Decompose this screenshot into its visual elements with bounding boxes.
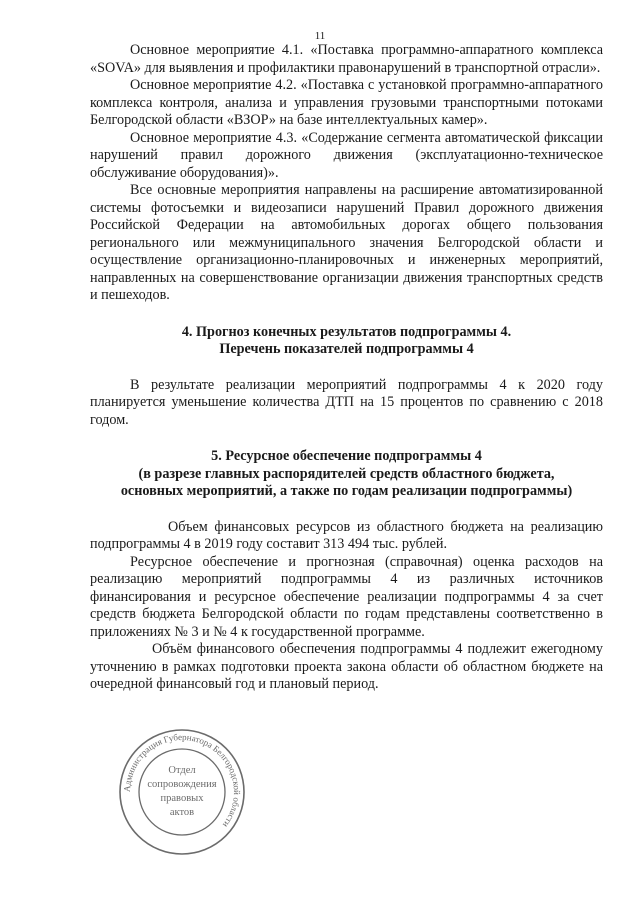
paragraph-activity-4-2: Основное мероприятие 4.2. «Поставка с установкой программно-аппаратного комплекса контроля, анализа и управления грузовыми транспортными потоками Белгородской области «ВЗОР» на базе интеллектуальных камер». bbox=[90, 77, 603, 128]
paragraph-forecast: В результате реализации мероприятий подпрограммы 4 к 2020 году планируется уменьшение количества ДТП на 15 процентов по сравнению с 2018 годом. bbox=[90, 376, 603, 428]
page-number: 11 bbox=[314, 30, 326, 42]
stamp-ring-text: Администрация Губернатора Белгородской области bbox=[121, 731, 243, 830]
paragraph-all-activities: Все основные мероприятия направлены на расширение автоматизированной системы фотосъемки и видеозаписи нарушений Правил дорожного движения Российской Федерации на автомобильных дорогах общего пользования регионального или межмуниципального значения Белгородской области и осуществление организационно-планировочных и инженерных мероприятий, направленных на совершенствование организации движения транспортных средств и пешеходов. bbox=[90, 182, 603, 303]
official-stamp bbox=[117, 727, 247, 857]
section-4-heading-line-2: Перечень показателей подпрограммы 4 bbox=[219, 341, 474, 357]
section-5-heading-line-3: основных мероприятий, а также по годам реализации подпрограммы) bbox=[120, 483, 573, 499]
document-body bbox=[90, 42, 603, 694]
paragraph-resource-provision: Ресурсное обеспечение и прогнозная (справочная) оценка расходов на реализацию мероприятий подпрограммы 4 из различных источников финансирования и ресурсное обеспечение реализации подпрограммы 4 за счет средств бюджета Белгородской области по годам представлены соответственно в приложениях № 3 и № 4 к государственной программе. bbox=[90, 553, 603, 640]
section-4-heading-line-1: 4. Прогноз конечных результатов подпрограммы 4. bbox=[181, 323, 512, 340]
stamp-inner-ring bbox=[139, 749, 225, 835]
paragraph-activity-4-3: Основное мероприятие 4.3. «Содержание сегмента автоматической фиксации нарушений правил дорожного движения (эксплуатационно-техническое обслуживание оборудования)». bbox=[90, 129, 603, 181]
paragraph-activity-4-1: Основное мероприятие 4.1. «Поставка программно-аппаратного комплекса «SOVA» для выявления и профилактики правонарушений в транспортной отрасли». bbox=[90, 42, 603, 76]
section-5-heading-line-1: 5. Ресурсное обеспечение подпрограммы 4 bbox=[211, 448, 482, 464]
paragraph-funding-adjustment: Объём финансового обеспечения подпрограммы 4 подлежит ежегодному уточнению в рамках подготовки проекта закона области об областном бюджете на очередной финансовый год и плановый период. bbox=[90, 641, 603, 692]
section-5-heading-line-2: (в разрезе главных распорядителей средств областного бюджета, bbox=[138, 465, 555, 482]
paragraph-funding-volume: Объем финансовых ресурсов из областного бюджета на реализацию подпрограммы 4 в 2019 году составит 313 494 тыс. рублей. bbox=[90, 518, 603, 552]
stamp-center-line-4: актов bbox=[169, 807, 195, 818]
stamp-center-line-3: правовых bbox=[160, 793, 204, 804]
stamp-center-line-2: сопровождения bbox=[147, 779, 217, 790]
stamp-center-line-1: Отдел bbox=[168, 765, 196, 776]
